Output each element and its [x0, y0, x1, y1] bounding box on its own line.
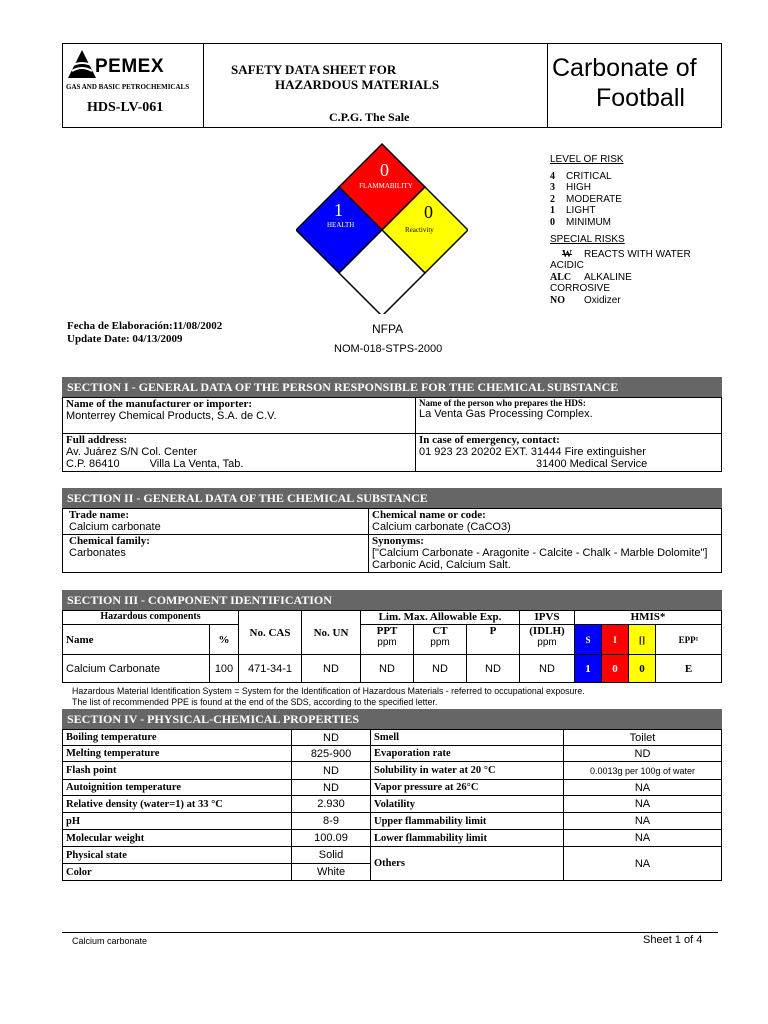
nfpa-health-label: HEALTH: [327, 221, 355, 229]
address-label: Full address:: [66, 434, 128, 446]
property-value: ND: [292, 762, 371, 780]
property-label: Boiling temperature: [63, 730, 292, 746]
property-label: Others: [371, 847, 564, 881]
document-header: [62, 43, 722, 128]
property-label: Smell: [371, 730, 564, 746]
special-risk-alc: ALC ALKALINE: [550, 271, 632, 283]
trade-value: Calcium carbonate: [69, 521, 161, 533]
cpg-label: C.P.G. The Sale: [329, 110, 410, 124]
doc-code: HDS-LV-061: [87, 100, 164, 115]
family-label: Chemical family:: [69, 535, 150, 547]
logo-cell: [63, 44, 204, 127]
special-risk-w: W REACTS WITH WATER: [562, 248, 691, 260]
hmis-note-line2: The list of recommended PPE is found at the end of the SDS, according to the specified letter.: [72, 697, 438, 707]
address-cp: C.P. 86410: [66, 458, 120, 470]
property-label: Lower flammability limit: [371, 830, 564, 847]
risk-level-1: 1 LIGHT: [550, 205, 596, 216]
risk-legend-title: LEVEL OF RISK: [550, 154, 624, 165]
ppt-header: PPT: [376, 625, 398, 637]
manufacturer-label: Name of the manufacturer or importer:: [66, 398, 253, 410]
ipvs-header: IPVS: [520, 611, 575, 625]
property-label: pH: [63, 813, 292, 830]
nfpa-health-value: 1: [334, 200, 343, 220]
section3-table: [62, 610, 722, 683]
preparer-label: Name of the person who prepares the HDS:: [419, 398, 586, 408]
footer-product: Calcium carbonate: [72, 936, 148, 946]
risk-level-3: 3 HIGH: [550, 182, 591, 193]
property-label: Upper flammability limit: [371, 813, 564, 830]
component-cas: 471-34-1: [239, 655, 302, 683]
hmis-epp-value: E: [656, 655, 722, 683]
special-risks-title: SPECIAL RISKS: [550, 234, 625, 245]
property-value: Solid: [292, 847, 371, 864]
component-ct: ND: [414, 655, 467, 683]
product-cell: [547, 44, 722, 127]
component-un: ND: [302, 655, 361, 683]
section1-title: SECTION I - GENERAL DATA OF THE PERSON RESPONSIBLE FOR THE CHEMICAL SUBSTANCE: [62, 377, 722, 397]
property-value: ND: [292, 730, 371, 746]
hmis-r-header: []: [629, 625, 656, 655]
component-name: Calcium Carbonate: [63, 655, 210, 683]
trade-label: Trade name:: [69, 509, 129, 521]
component-p: ND: [467, 655, 520, 683]
property-value: NA: [564, 780, 722, 796]
cas-header: No. CAS: [239, 611, 302, 655]
pct-header: %: [210, 625, 239, 655]
property-row: [63, 830, 722, 847]
manufacturer-value: Monterrey Chemical Products, S.A. de C.V.: [66, 410, 277, 422]
address-city: Villa La Venta, Tab.: [149, 458, 244, 470]
family-value: Carbonates: [69, 547, 126, 559]
footer-rule: [62, 932, 718, 933]
property-label: Molecular weight: [63, 830, 292, 847]
product-line2: Football: [596, 84, 685, 112]
risk-level-0: 0 MINIMUM: [550, 216, 611, 228]
hazardous-components-header: Hazardous components: [63, 611, 239, 625]
un-header: No. UN: [302, 611, 361, 655]
property-label: Evaporation rate: [371, 746, 564, 762]
property-value: White: [292, 864, 371, 881]
risk-level-4: 4 CRITICAL: [550, 170, 612, 182]
property-value: 2.930: [292, 796, 371, 813]
division-name: GAS AND BASIC PETROCHEMICALS: [66, 83, 190, 91]
company-name: PEMEX: [95, 56, 165, 77]
special-risk-acidic: ACIDIC: [550, 260, 584, 271]
property-value: 100.09: [292, 830, 371, 847]
property-label: Volatility: [371, 796, 564, 813]
property-value: ND: [564, 746, 722, 762]
ppt-unit: ppm: [377, 637, 397, 648]
section2-table: [62, 508, 722, 573]
property-value: NA: [564, 813, 722, 830]
property-label: Autoignition temperature: [63, 780, 292, 796]
chem-name-label: Chemical name or code:: [372, 509, 486, 521]
property-value: 8-9: [292, 813, 371, 830]
nfpa-caption: NFPA: [372, 322, 404, 336]
footer-page: Sheet 1 of 4: [643, 934, 703, 946]
hmis-s-value: 1: [575, 655, 602, 683]
synonyms-label: Synonyms:: [372, 535, 424, 547]
special-risk-corrosive: CORROSIVE: [550, 283, 611, 294]
property-row: [63, 847, 722, 864]
property-value: 0.0013g per 100g of water: [564, 762, 722, 780]
property-value: NA: [564, 796, 722, 813]
doc-title-line2: HAZARDOUS MATERIALS: [275, 77, 440, 92]
emergency-line2: 31400 Medical Service: [536, 458, 648, 470]
update-date: Update Date: 04/13/2009: [67, 333, 183, 345]
section3-title: SECTION III - COMPONENT IDENTIFICATION: [62, 590, 722, 610]
component-ppt: ND: [361, 655, 414, 683]
property-label: Physical state: [63, 847, 292, 864]
product-line1: Carbonate of: [552, 54, 697, 82]
pemex-logo-icon: [68, 50, 96, 80]
hmis-i-header: I: [602, 625, 629, 655]
hmis-i-value: 0: [602, 655, 629, 683]
chem-name-value: Calcium carbonate (CaCO3): [372, 521, 511, 533]
property-value: Toilet: [564, 730, 722, 746]
nfpa-reactivity-label: Reactivity: [405, 226, 434, 234]
nfpa-reactivity-value: 0: [424, 202, 433, 222]
emergency-line1: 01 923 23 20202 EXT. 31444 Fire extinguisher: [419, 446, 646, 458]
risk-legend: [550, 154, 720, 306]
property-value: ND: [292, 780, 371, 796]
section1-table: [62, 397, 722, 472]
property-label: Color: [63, 864, 292, 881]
address-line1: Av. Juárez S/N Col. Center: [66, 446, 198, 458]
property-value: NA: [564, 830, 722, 847]
property-row: [63, 730, 722, 746]
hmis-epp-header: EPP¹: [656, 625, 722, 655]
nfpa-flammability-label: FLAMMABILITY: [359, 182, 413, 190]
property-value: NA: [564, 847, 722, 881]
synonyms-line2: Carbonic Acid, Calcium Salt.: [372, 559, 511, 571]
risk-level-2: 2 MODERATE: [550, 193, 622, 205]
component-pct: 100: [210, 655, 239, 683]
elaboration-date: Fecha de Elaboración:11/08/2002: [67, 320, 223, 332]
doc-title-line1: SAFETY DATA SHEET FOR: [231, 62, 397, 77]
idlh-unit: ppm: [537, 637, 557, 648]
name-header: Name: [63, 625, 210, 655]
hmis-r-value: 0: [629, 655, 656, 683]
property-row: [63, 746, 722, 762]
property-row: [63, 780, 722, 796]
ct-header: CT: [432, 625, 448, 637]
property-row: [63, 813, 722, 830]
ct-unit: ppm: [430, 637, 450, 648]
hmis-note: [72, 686, 708, 708]
hmis-note-line1: Hazardous Material Identification System = System for the Identification of Hazardous Materials - referred to occupational exposure.: [72, 686, 585, 696]
property-label: Relative density (water=1) at 33 °C: [63, 796, 292, 813]
section4-table: [62, 729, 722, 881]
hmis-header: HMIS*: [575, 611, 722, 625]
synonyms-line1: ["Calcium Carbonate - Aragonite - Calcite - Chalk - Marble Dolomite"]: [372, 547, 708, 559]
component-idlh: ND: [520, 655, 575, 683]
p-header: P: [467, 625, 520, 655]
property-value: 825-900: [292, 746, 371, 762]
hmis-s-header: S: [575, 625, 602, 655]
property-row: [63, 796, 722, 813]
nfpa-flammability-value: 0: [380, 160, 389, 180]
property-label: Vapor pressure at 26°C: [371, 780, 564, 796]
special-risk-no: NO Oxidizer: [550, 294, 621, 306]
section2-title: SECTION II - GENERAL DATA OF THE CHEMICAL SUBSTANCE: [62, 488, 722, 508]
emergency-label: In case of emergency, contact:: [419, 434, 560, 446]
property-label: Solubility in water at 20 °C: [371, 762, 564, 780]
lim-max-header: Lim. Max. Allowable Exp.: [361, 611, 520, 625]
nfpa-norm: NOM-018-STPS-2000: [334, 343, 443, 355]
property-label: Melting temperature: [63, 746, 292, 762]
preparer-value: La Venta Gas Processing Complex.: [419, 408, 593, 420]
property-label: Flash point: [63, 762, 292, 780]
idlh-header: (IDLH): [529, 625, 565, 637]
section4-title: SECTION IV - PHYSICAL-CHEMICAL PROPERTIES: [62, 709, 722, 729]
property-row: [63, 762, 722, 780]
